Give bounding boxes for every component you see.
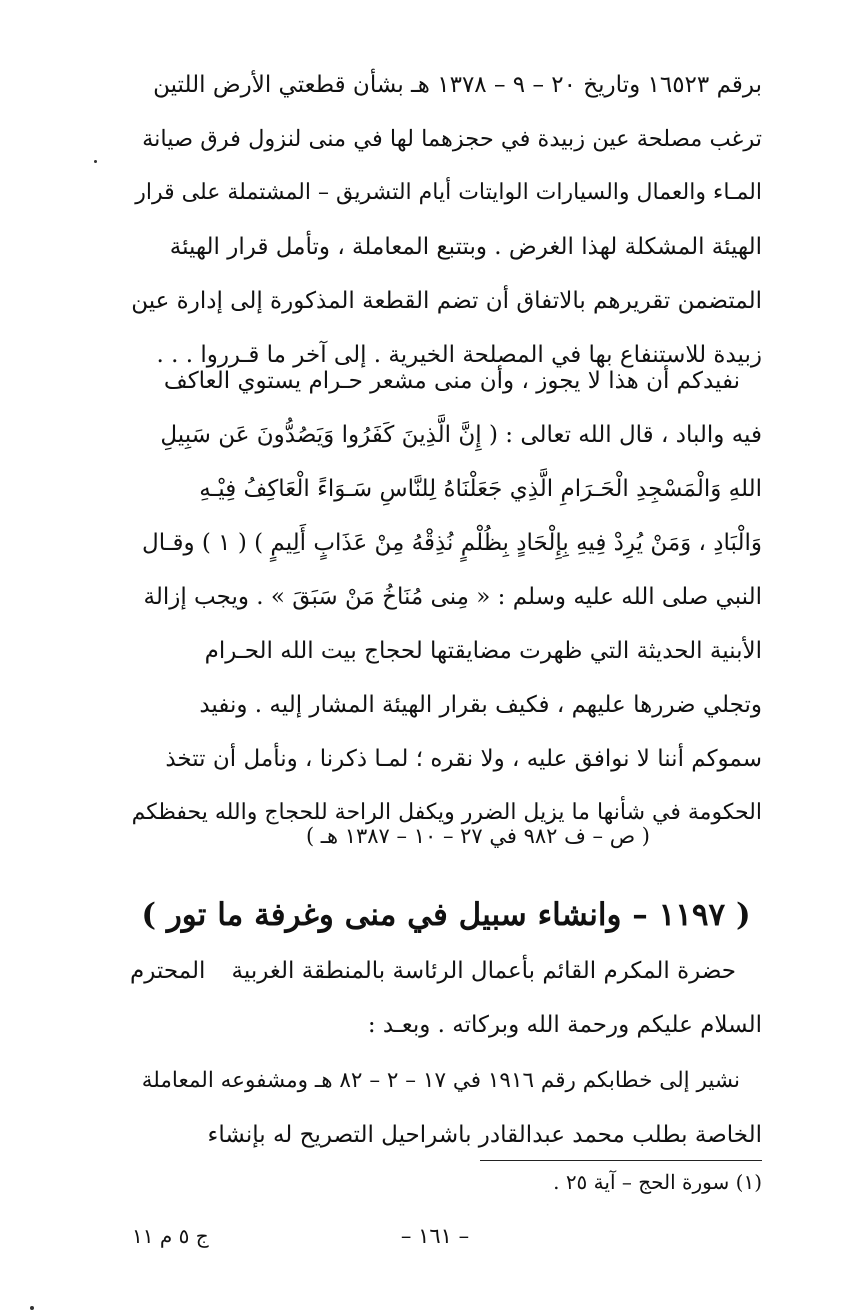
text-line: النبي صلى الله عليه وسلم : « مِنى مُنَاخُ مَنْ سَبَقَ » . ويجب إزالة xyxy=(143,584,762,610)
reference-line: ( ص – ف ٩٨٢ في ٢٧ – ١٠ – ١٣٨٧ هـ ) xyxy=(305,824,650,848)
text-line: نشير إلى خطابكم رقم ١٩١٦ في ١٧ – ٢ – ٨٢ هـ ومشفوعه المعاملة xyxy=(141,1068,740,1093)
paragraph-1 xyxy=(130,58,762,382)
address-title: حضرة المكرم القائم بأعمال الرئاسة بالمنطقة الغربية xyxy=(231,958,736,984)
paragraph-2 xyxy=(130,354,762,840)
scan-speck xyxy=(30,1306,34,1310)
text-line: فيه والباد ، قال الله تعالى : ( إِنَّ الَّذِينَ كَفَرُوا وَيَصُدُّونَ عَن سَبِيلِ xyxy=(160,422,762,448)
text-line: وتجلي ضررها عليهم ، فكيف بقرار الهيئة المشار إليه . ونفيد xyxy=(199,692,762,718)
text-line: نفيدكم أن هذا لا يجوز ، وأن منى مشعر حـرام يستوي العاكف xyxy=(163,368,740,394)
paragraph-3 xyxy=(130,1054,762,1162)
address-line xyxy=(130,944,762,998)
text-line: ترغب مصلحة عين زبيدة في حجزهما لها في منى لنزول فرق صيانة xyxy=(142,126,762,152)
text-line: برقم ١٦٥٢٣ وتاريخ ٢٠ – ٩ – ١٣٧٨ هـ بشأن قطعتي الأرض اللتين xyxy=(153,72,762,98)
text-line: اللهِ وَالْمَسْجِدِ الْحَـرَامِ الَّذِي جَعَلْنَاهُ لِلنَّاسِ سَـوَاءً الْعَاكِفُ فِيْـهِ xyxy=(199,476,762,502)
scan-speck xyxy=(94,160,97,163)
text-line: المتضمن تقريرهم بالاتفاق أن تضم القطعة المذكورة إلى إدارة عين xyxy=(131,288,762,314)
footnote: (١) سورة الحج – آية ٢٥ . xyxy=(553,1170,762,1194)
text-line: الأبنية الحديثة التي ظهرت مضايقتها لحجاج بيت الله الحـرام xyxy=(204,638,762,664)
text-line: وَالْبَادِ ، وَمَنْ يُرِدْ فِيهِ بِإِلْحَادٍ بِظُلْمٍ نُذِقْهُ مِنْ عَذَابٍ أَلِيمٍ ) ( ١ ) وقـال xyxy=(142,530,762,556)
text-line: زبيدة للاستنفاع بها في المصلحة الخيرية . إلى آخر ما قـرروا . . . xyxy=(156,342,762,368)
page-number: – ١٦١ – xyxy=(400,1224,470,1248)
text-line: الخاصة بطلب محمد عبدالقادر باشراحيل التصريح له بإنشاء xyxy=(207,1122,762,1148)
text-line: سموكم أننا لا نوافق عليه ، ولا نقره ؛ لمـا ذكرنا ، ونأمل أن تتخذ xyxy=(165,746,762,772)
text-line: الحكومة في شأنها ما يزيل الضرر ويكفل الراحة للحجاج والله يحفظكم xyxy=(131,800,762,825)
greeting-line: السلام عليكم ورحمة الله وبركاته . وبعـد : xyxy=(367,1012,762,1038)
signature-mark: ج ٥ م ١١ xyxy=(132,1224,209,1248)
text-line: المـاء والعمال والسيارات الوايتات أيام التشريق – المشتملة على قرار xyxy=(135,180,762,205)
section-heading: ( ١١٩٧ – وانشاء سبيل في منى وغرفة ما تور ) xyxy=(141,897,751,933)
text-line: الهيئة المشكلة لهذا الغرض . وبتتبع المعاملة ، وتأمل قرار الهيئة xyxy=(169,234,762,260)
address-honorific: المحترم xyxy=(130,958,206,984)
footnote-rule xyxy=(480,1160,762,1161)
